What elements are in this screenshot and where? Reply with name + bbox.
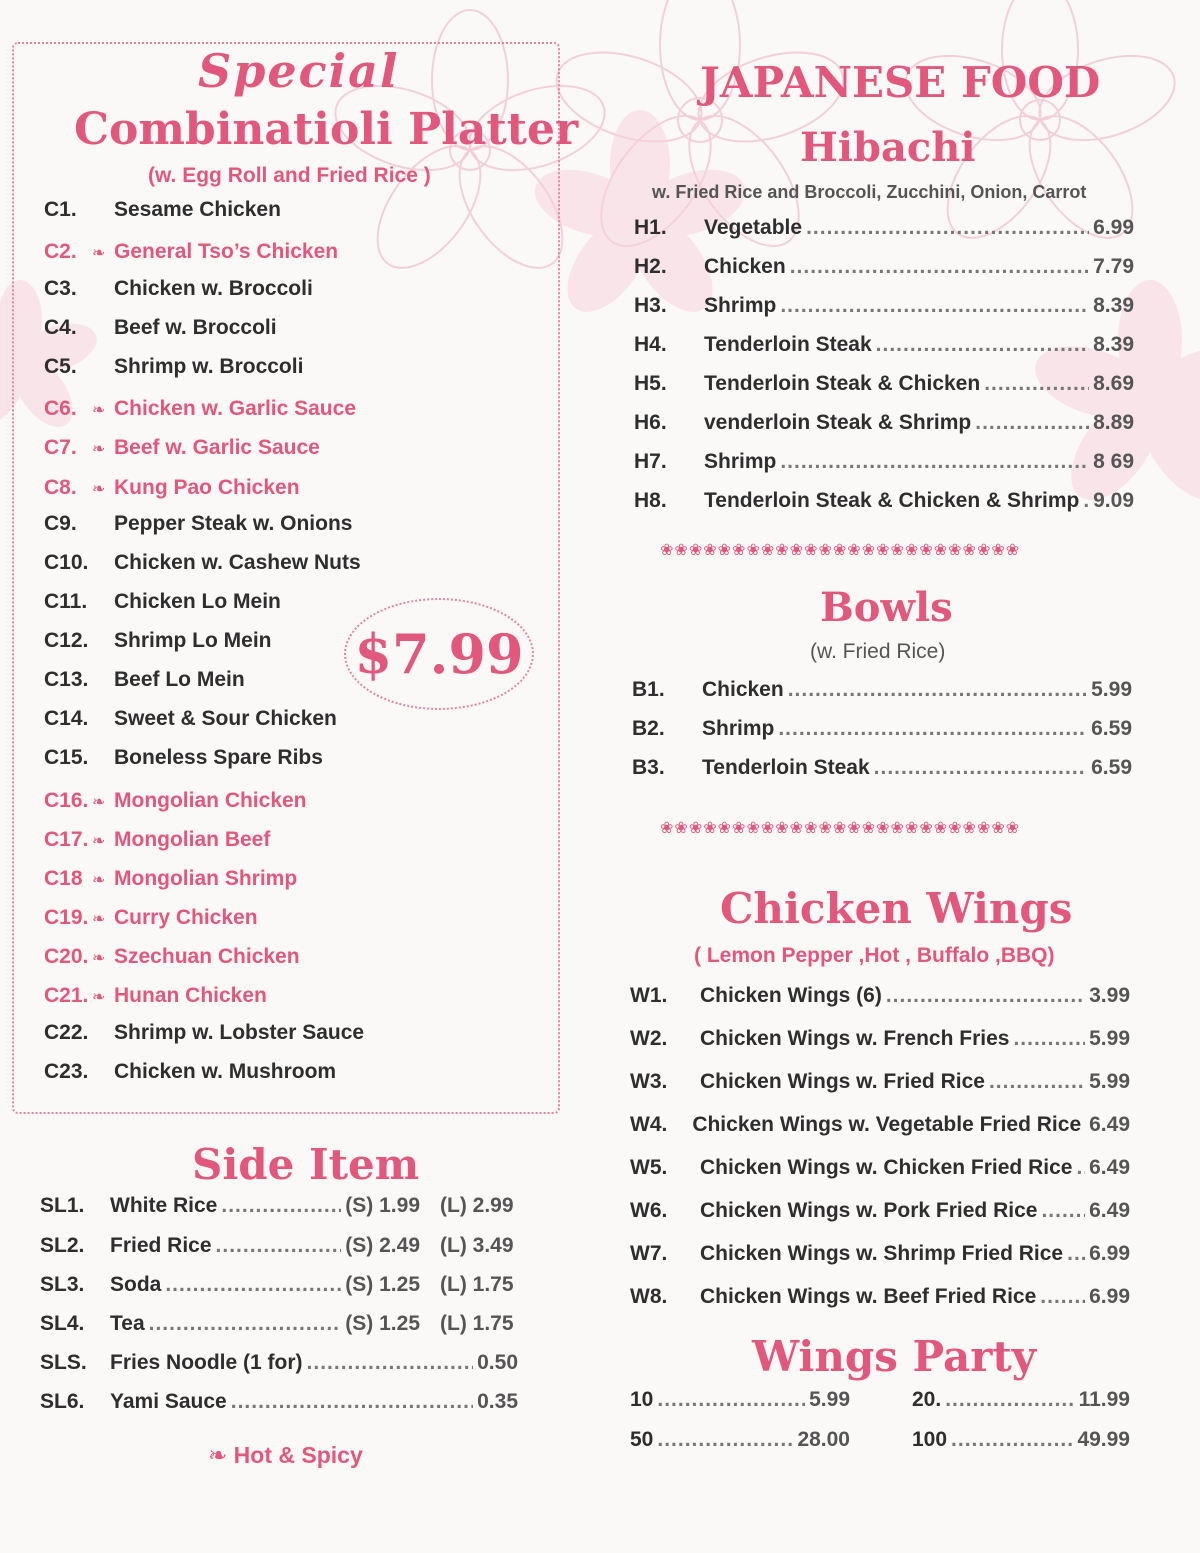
bowls-subtitle: (w. Fried Rice) [810, 640, 946, 663]
item-name: Chicken Wings w. Shrimp Fried Rice [700, 1242, 1064, 1265]
item-price: 6.59 [1091, 756, 1132, 779]
dot-leader [945, 1388, 1074, 1412]
special-title: Combinatioli Platter [74, 104, 579, 155]
chili-pepper-icon: ❧ [92, 911, 106, 928]
item-code: C18 [44, 867, 83, 890]
item-name: Chicken w. Mushroom [114, 1060, 337, 1083]
menu-item [630, 1156, 1130, 1180]
menu-item [632, 717, 1132, 741]
item-code: C22. [44, 1021, 89, 1044]
item-price: 0.50 [477, 1351, 518, 1374]
dot-leader [1067, 1242, 1085, 1266]
large-price: (L) 1.75 [440, 1273, 514, 1296]
item-name: Sweet & Sour Chicken [114, 707, 337, 730]
dot-leader [874, 756, 1087, 780]
item-name: Shrimp [704, 450, 777, 473]
item-code: C12. [44, 629, 89, 652]
menu-item [630, 984, 1130, 1008]
dot-leader [657, 1428, 793, 1452]
wings-party-item [912, 1388, 1130, 1412]
item-name: Mongolian Beef [114, 828, 271, 851]
item-code: C19. [44, 906, 89, 929]
item-price: 6.49 [1089, 1113, 1130, 1136]
item-name: Chicken Wings w. Pork Fried Rice [700, 1199, 1038, 1222]
small-price: (S) 1.25 [345, 1312, 420, 1335]
menu-item [634, 333, 1134, 357]
item-code: H7. [634, 450, 667, 473]
item-code: H5. [634, 372, 667, 395]
item-code: H2. [634, 255, 667, 278]
item-code: C5. [44, 355, 77, 378]
dot-leader [886, 984, 1085, 1008]
item-name: Shrimp [704, 294, 777, 317]
decorative-divider: ❀❀❀❀❀❀❀❀❀❀❀❀❀❀❀❀❀❀❀❀❀❀❀❀❀ [660, 542, 1021, 559]
item-code: C6. [44, 397, 77, 420]
dot-leader [657, 1388, 805, 1412]
chili-pepper-icon: ❧ [92, 833, 106, 850]
item-code: H1. [634, 216, 667, 239]
item-name: Sesame Chicken [114, 198, 281, 221]
party-quantity: 50 [630, 1428, 654, 1451]
dot-leader [790, 255, 1089, 279]
item-name: Beef Lo Mein [114, 668, 245, 691]
item-name: General Tso’s Chicken [114, 240, 339, 263]
menu-item [632, 678, 1132, 702]
chili-pepper-icon: ❧ [92, 950, 106, 967]
item-name: Chicken Wings w. Fried Rice [700, 1070, 985, 1093]
party-price: 5.99 [809, 1388, 850, 1411]
dot-leader [1083, 489, 1089, 513]
item-price: 6.49 [1089, 1156, 1130, 1179]
dot-leader [989, 1070, 1085, 1094]
item-name: Beef w. Broccoli [114, 316, 277, 339]
dot-leader [216, 1234, 342, 1258]
special-script-title: Special [198, 44, 400, 98]
item-price: 7.79 [1093, 255, 1134, 278]
bowls-title: Bowls [820, 584, 953, 631]
item-name: Chicken w. Garlic Sauce [114, 397, 356, 420]
item-code: SL3. [40, 1273, 85, 1296]
item-name: Szechuan Chicken [114, 945, 300, 968]
item-code: H4. [634, 333, 667, 356]
item-code: H3. [634, 294, 667, 317]
item-price: 8.39 [1093, 333, 1134, 356]
dot-leader [975, 411, 1089, 435]
dot-leader [165, 1273, 341, 1297]
item-code: C11. [44, 590, 88, 613]
chicken-wings-title: Chicken Wings [720, 884, 1073, 933]
side-item [40, 1312, 420, 1336]
item-code: C14. [44, 707, 89, 730]
small-price: (S) 1.25 [345, 1273, 420, 1296]
dot-leader [307, 1351, 474, 1375]
dot-leader [778, 717, 1087, 741]
side-item [40, 1194, 420, 1218]
item-name: Chicken Wings (6) [700, 984, 882, 1007]
item-code: W7. [630, 1242, 668, 1265]
side-item-title: Side Item [192, 1140, 420, 1189]
item-price: 8.39 [1093, 294, 1134, 317]
item-code: C10. [44, 551, 89, 574]
item-price: 5.99 [1089, 1070, 1130, 1093]
item-code: B1. [632, 678, 665, 701]
item-code: C2. [44, 240, 77, 263]
menu-item [634, 411, 1134, 435]
chili-pepper-icon: ❧ [92, 989, 106, 1006]
special-price-badge [344, 598, 534, 710]
dot-leader [780, 450, 1089, 474]
menu-item [630, 1242, 1130, 1266]
item-name: White Rice [110, 1194, 218, 1217]
small-price: (S) 1.99 [345, 1194, 420, 1217]
wings-party-item [630, 1428, 850, 1452]
menu-item [634, 216, 1134, 240]
menu-item [634, 294, 1134, 318]
chicken-wings-subtitle: ( Lemon Pepper ,Hot , Buffalo ,BBQ) [694, 944, 1055, 967]
item-price: 6.99 [1089, 1285, 1130, 1308]
special-combination-box [12, 42, 560, 1114]
dot-leader [149, 1312, 342, 1336]
dot-leader [876, 333, 1089, 357]
item-name: Shrimp Lo Mein [114, 629, 272, 652]
dot-leader [780, 294, 1089, 318]
dot-leader [788, 678, 1087, 702]
item-price: 5.99 [1091, 678, 1132, 701]
item-code: C8. [44, 476, 77, 499]
item-name: Fries Noodle (1 for) [110, 1351, 303, 1374]
item-code: W5. [630, 1156, 668, 1179]
menu-item [630, 1199, 1130, 1223]
menu-item [630, 1285, 1130, 1309]
item-name: Chicken [704, 255, 786, 278]
item-name: Shrimp w. Lobster Sauce [114, 1021, 365, 1044]
item-price: 8.89 [1093, 411, 1134, 434]
decorative-divider: ❀❀❀❀❀❀❀❀❀❀❀❀❀❀❀❀❀❀❀❀❀❀❀❀❀ [660, 820, 1021, 837]
chili-pepper-icon: ❧ [92, 245, 106, 262]
item-name: Soda [110, 1273, 162, 1296]
item-code: C20. [44, 945, 89, 968]
item-code: SL6. [40, 1390, 85, 1413]
item-price: 6.99 [1093, 216, 1134, 239]
item-name: Chicken Wings w. Chicken Fried Rice [700, 1156, 1073, 1179]
item-code: C17. [44, 828, 89, 851]
item-price: 8 69 [1093, 450, 1134, 473]
item-name: Mongolian Chicken [114, 789, 307, 812]
item-name: Pepper Steak w. Onions [114, 512, 353, 535]
party-quantity: 20. [912, 1388, 942, 1411]
wings-party-title: Wings Party [752, 1332, 1037, 1381]
chili-pepper-icon: ❧ [92, 402, 106, 419]
item-name: Vegetable [704, 216, 803, 239]
special-price: $7.99 [354, 622, 524, 686]
item-name: Kung Pao Chicken [114, 476, 300, 499]
item-price: 6.99 [1089, 1242, 1130, 1265]
menu-item [634, 450, 1134, 474]
item-name: Chicken Lo Mein [114, 590, 281, 613]
item-code: C13. [44, 668, 89, 691]
item-code: W8. [630, 1285, 668, 1308]
dot-leader [1040, 1285, 1085, 1309]
item-name: Curry Chicken [114, 906, 258, 929]
item-name: Mongolian Shrimp [114, 867, 298, 890]
item-name: Yami Sauce [110, 1390, 227, 1413]
item-price: 9.09 [1093, 489, 1134, 512]
item-code: W6. [630, 1199, 668, 1222]
dot-leader [221, 1194, 341, 1218]
side-item [40, 1351, 518, 1375]
item-name: Tenderloin Steak [702, 756, 870, 779]
item-code: W1. [630, 984, 668, 1007]
item-code: C1. [44, 198, 77, 221]
japanese-food-title: JAPANESE FOOD [700, 58, 1101, 107]
item-code: B3. [632, 756, 665, 779]
item-code: C16. [44, 789, 89, 812]
chili-pepper-icon: ❧ [92, 794, 106, 811]
item-price: 5.99 [1089, 1027, 1130, 1050]
dot-leader [806, 216, 1089, 240]
menu-item [630, 1113, 1130, 1137]
hibachi-title: Hibachi [800, 124, 976, 171]
item-price: 8.69 [1093, 372, 1134, 395]
item-name: Chicken Wings w. Beef Fried Rice [700, 1285, 1037, 1308]
special-subtitle: (w. Egg Roll and Fried Rice ) [148, 164, 431, 187]
item-name: Boneless Spare Ribs [114, 746, 323, 769]
item-name: Shrimp w. Broccoli [114, 355, 304, 378]
dot-leader [951, 1428, 1073, 1452]
menu-item [630, 1027, 1130, 1051]
menu-item [632, 756, 1132, 780]
dot-leader [231, 1390, 473, 1414]
wings-party-item [912, 1428, 1130, 1452]
item-name: Tenderloin Steak & Chicken & Shrimp [704, 489, 1080, 512]
item-price: 3.99 [1089, 984, 1130, 1007]
party-quantity: 10 [630, 1388, 654, 1411]
item-code: B2. [632, 717, 665, 740]
party-quantity: 100 [912, 1428, 948, 1451]
item-code: W3. [630, 1070, 668, 1093]
item-code: C15. [44, 746, 89, 769]
item-code: SLS. [40, 1351, 87, 1374]
item-name: Tea [110, 1312, 145, 1335]
chili-pepper-icon: ❧ [92, 441, 106, 458]
item-name: Chicken w. Broccoli [114, 277, 313, 300]
dot-leader [1013, 1027, 1085, 1051]
item-name: Beef w. Garlic Sauce [114, 436, 320, 459]
item-name: Tenderloin Steak [704, 333, 872, 356]
hot-spicy-legend [208, 1442, 363, 1469]
item-code: H6. [634, 411, 667, 434]
hot-spicy-label: Hot & Spicy [233, 1442, 363, 1468]
party-price: 11.99 [1078, 1388, 1130, 1411]
large-price: (L) 1.75 [440, 1312, 514, 1335]
item-name: Chicken w. Cashew Nuts [114, 551, 361, 574]
item-name: venderloin Steak & Shrimp [704, 411, 972, 434]
item-code: C9. [44, 512, 77, 535]
item-code: H8. [634, 489, 667, 512]
side-item [40, 1273, 420, 1297]
party-price: 49.99 [1077, 1428, 1130, 1451]
item-code: SL2. [40, 1234, 85, 1257]
menu-item [630, 1070, 1130, 1094]
item-code: W2. [630, 1027, 668, 1050]
dot-leader [984, 372, 1089, 396]
side-item [40, 1390, 518, 1414]
item-code: SL4. [40, 1312, 85, 1335]
item-name: Fried Rice [110, 1234, 212, 1257]
item-code: C21. [44, 984, 89, 1007]
large-price: (L) 2.99 [440, 1194, 514, 1217]
item-name: Tenderloin Steak & Chicken [704, 372, 981, 395]
dot-leader [1041, 1199, 1085, 1223]
item-name: Hunan Chicken [114, 984, 267, 1007]
small-price: (S) 2.49 [345, 1234, 420, 1257]
item-code: C7. [44, 436, 77, 459]
item-name: Shrimp [702, 717, 775, 740]
item-code: SL1. [40, 1194, 85, 1217]
dot-leader [1076, 1156, 1085, 1180]
wings-party-item [630, 1388, 850, 1412]
chili-pepper-icon: ❧ [92, 872, 106, 889]
item-price: 6.59 [1091, 717, 1132, 740]
item-name: Chicken [702, 678, 784, 701]
party-price: 28.00 [797, 1428, 850, 1451]
chili-pepper-icon: ❧ [208, 1442, 228, 1468]
item-code: C3. [44, 277, 77, 300]
item-name: Chicken Wings w. French Fries [700, 1027, 1010, 1050]
menu-item [634, 255, 1134, 279]
item-code: C4. [44, 316, 77, 339]
large-price: (L) 3.49 [440, 1234, 514, 1257]
item-code: C23. [44, 1060, 89, 1083]
side-item [40, 1234, 420, 1258]
item-name: Chicken Wings w. Vegetable Fried Rice [692, 1113, 1082, 1136]
item-price: 6.49 [1089, 1199, 1130, 1222]
item-price: 0.35 [477, 1390, 518, 1413]
menu-item [634, 489, 1134, 513]
hibachi-note: w. Fried Rice and Broccoli, Zucchini, Onion, Carrot [652, 182, 1087, 202]
menu-item [634, 372, 1134, 396]
chili-pepper-icon: ❧ [92, 481, 106, 498]
item-code: W4. [630, 1113, 668, 1136]
